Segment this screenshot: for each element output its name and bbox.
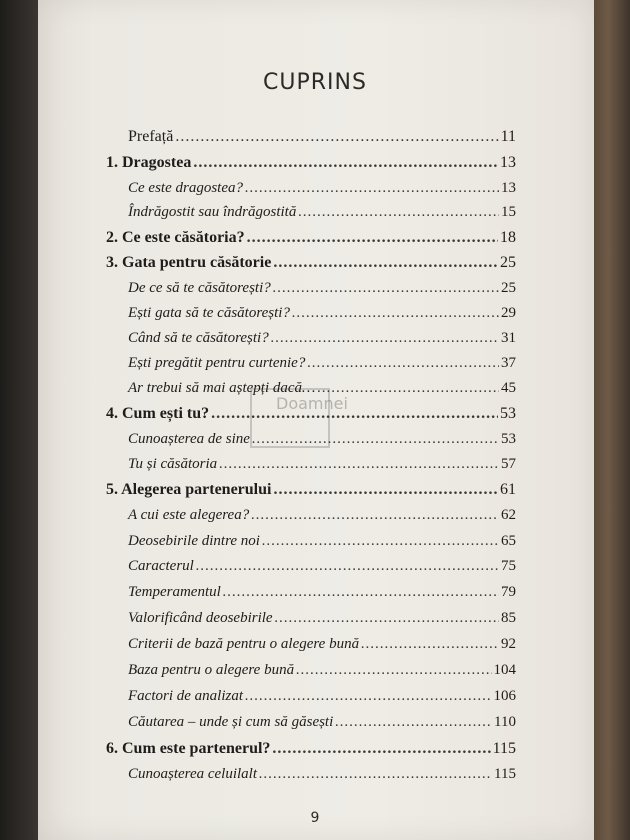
toc-leader-dots xyxy=(259,766,492,783)
toc-entry-label: Prefață xyxy=(128,128,174,145)
toc-entry-page: 15 xyxy=(501,204,516,220)
toc-entry-label: 1. Dragostea xyxy=(106,154,192,171)
toc-entry-label: Caracterul xyxy=(128,558,194,574)
toc-entry xyxy=(128,380,516,397)
page-title: CUPRINS xyxy=(263,70,367,95)
toc-leader-dots xyxy=(272,740,490,758)
toc-entry-label: 4. Cum ești tu? xyxy=(106,405,210,422)
toc-entry-page: 65 xyxy=(501,533,516,549)
toc-entry xyxy=(128,662,516,679)
toc-leader-dots xyxy=(175,128,498,146)
toc-entry-label: De ce să te căsătorești? xyxy=(128,280,271,296)
toc-entry-page: 37 xyxy=(501,355,516,371)
toc-entry xyxy=(128,330,516,347)
toc-entry xyxy=(128,507,516,524)
toc-leader-dots xyxy=(273,280,499,297)
toc-leader-dots xyxy=(307,355,499,372)
toc-leader-dots xyxy=(245,688,492,705)
toc-entry-page: 115 xyxy=(494,766,516,782)
toc-entry xyxy=(106,740,516,758)
toc-entry xyxy=(128,280,516,297)
toc-entry-page: 45 xyxy=(501,380,516,396)
toc-leader-dots xyxy=(196,558,499,575)
toc-entry xyxy=(128,305,516,322)
toc-leader-dots xyxy=(245,180,499,197)
toc-entry-label: 2. Ce este căsătoria? xyxy=(106,229,245,246)
page-number: 9 xyxy=(310,810,320,826)
toc-leader-dots xyxy=(292,305,499,322)
toc-entry-page: 11 xyxy=(500,128,516,145)
toc-entry-page: 25 xyxy=(500,254,516,271)
toc-entry-page: 53 xyxy=(500,405,516,422)
toc-entry-page: 79 xyxy=(501,584,516,600)
toc-entry xyxy=(128,766,516,783)
toc-entry xyxy=(106,229,516,247)
toc-entry-label: Baza pentru o alegere bună xyxy=(128,662,295,678)
toc-entry-page: 13 xyxy=(500,154,516,171)
toc-entry xyxy=(128,128,516,146)
toc-leader-dots xyxy=(211,405,498,423)
toc-entry-label: Temperamentul xyxy=(128,584,221,600)
toc-entry xyxy=(128,688,516,705)
toc-entry xyxy=(128,355,516,372)
toc-entry xyxy=(128,636,516,653)
toc-entry-page: 13 xyxy=(501,180,516,196)
toc-entry-label: Cunoașterea celuilalt xyxy=(128,766,258,782)
toc-entry-page: 92 xyxy=(501,636,516,652)
toc-leader-dots xyxy=(275,610,499,627)
toc-entry xyxy=(106,481,516,499)
toc-entry xyxy=(106,154,516,172)
toc-leader-dots xyxy=(298,204,499,221)
toc-entry xyxy=(106,254,516,272)
toc-entry-label: Când să te căsătorești? xyxy=(128,330,269,346)
toc-entry-label: Valorificând deosebirile xyxy=(128,610,273,626)
toc-entry-page: 31 xyxy=(501,330,516,346)
toc-entry-label: Tu și căsătoria xyxy=(128,456,218,472)
toc-entry xyxy=(128,533,516,550)
toc-leader-dots xyxy=(262,533,499,550)
toc-entry xyxy=(106,405,516,423)
toc-leader-dots xyxy=(273,481,498,499)
toc-entry-page: 106 xyxy=(493,688,516,704)
toc-entry-label: Criterii de bază pentru o alegere bună xyxy=(128,636,360,652)
toc-entry xyxy=(128,714,516,731)
toc-entry-label: Căutarea – unde și cum să găsești xyxy=(128,714,334,730)
toc-entry-page: 61 xyxy=(500,481,516,498)
toc-entry-label: Ar trebui să mai aștepți dacă… xyxy=(128,380,316,396)
toc-leader-dots xyxy=(317,380,499,397)
toc-entry-label: Deosebirile dintre noi xyxy=(128,533,260,549)
toc-entry-label: 5. Alegerea partenerului xyxy=(106,481,272,498)
toc-entry xyxy=(128,204,516,221)
toc-entry xyxy=(128,558,516,575)
watermark-logo: Doamnei xyxy=(250,388,330,448)
toc-entry-page: 104 xyxy=(493,662,516,678)
toc-entry-page: 57 xyxy=(501,456,516,472)
toc-entry-label: Ce este dragostea? xyxy=(128,180,243,196)
toc-entry xyxy=(128,456,516,473)
toc-entry-label: Cunoașterea de sine xyxy=(128,431,250,447)
toc-leader-dots xyxy=(335,714,492,731)
toc-entry-page: 18 xyxy=(500,229,516,246)
toc-entry-label: Ești gata să te căsătorești? xyxy=(128,305,290,321)
toc-entry-page: 53 xyxy=(501,431,516,447)
toc-leader-dots xyxy=(271,330,499,347)
toc-leader-dots xyxy=(251,507,499,524)
toc-entry-page: 110 xyxy=(494,714,516,730)
toc-entry-page: 85 xyxy=(501,610,516,626)
toc-entry-label: 3. Gata pentru căsătorie xyxy=(106,254,272,271)
toc-entry-page: 62 xyxy=(501,507,516,523)
toc-leader-dots xyxy=(219,456,499,473)
toc-entry-label: A cui este alegerea? xyxy=(128,507,250,523)
toc-leader-dots xyxy=(273,254,498,272)
toc-leader-dots xyxy=(247,229,498,247)
toc-entry-page: 75 xyxy=(501,558,516,574)
toc-entry-label: Îndrăgostit sau îndrăgostită xyxy=(128,204,297,220)
toc-entry-page: 25 xyxy=(501,280,516,296)
toc-leader-dots xyxy=(361,636,499,653)
toc-entry-label: Factori de analizat xyxy=(128,688,243,704)
toc-entry xyxy=(128,610,516,627)
toc-entry-label: 6. Cum este partenerul? xyxy=(106,740,271,757)
toc-entry xyxy=(128,431,516,448)
toc-entry-page: 29 xyxy=(501,305,516,321)
toc-leader-dots xyxy=(193,154,498,172)
toc-entry-page: 115 xyxy=(492,740,516,757)
toc-entry-label: Ești pregătit pentru curtenie? xyxy=(128,355,306,371)
toc-leader-dots xyxy=(223,584,499,601)
toc-entry xyxy=(128,180,516,197)
toc-leader-dots xyxy=(252,431,499,448)
toc-leader-dots xyxy=(296,662,491,679)
toc-entry xyxy=(128,584,516,601)
